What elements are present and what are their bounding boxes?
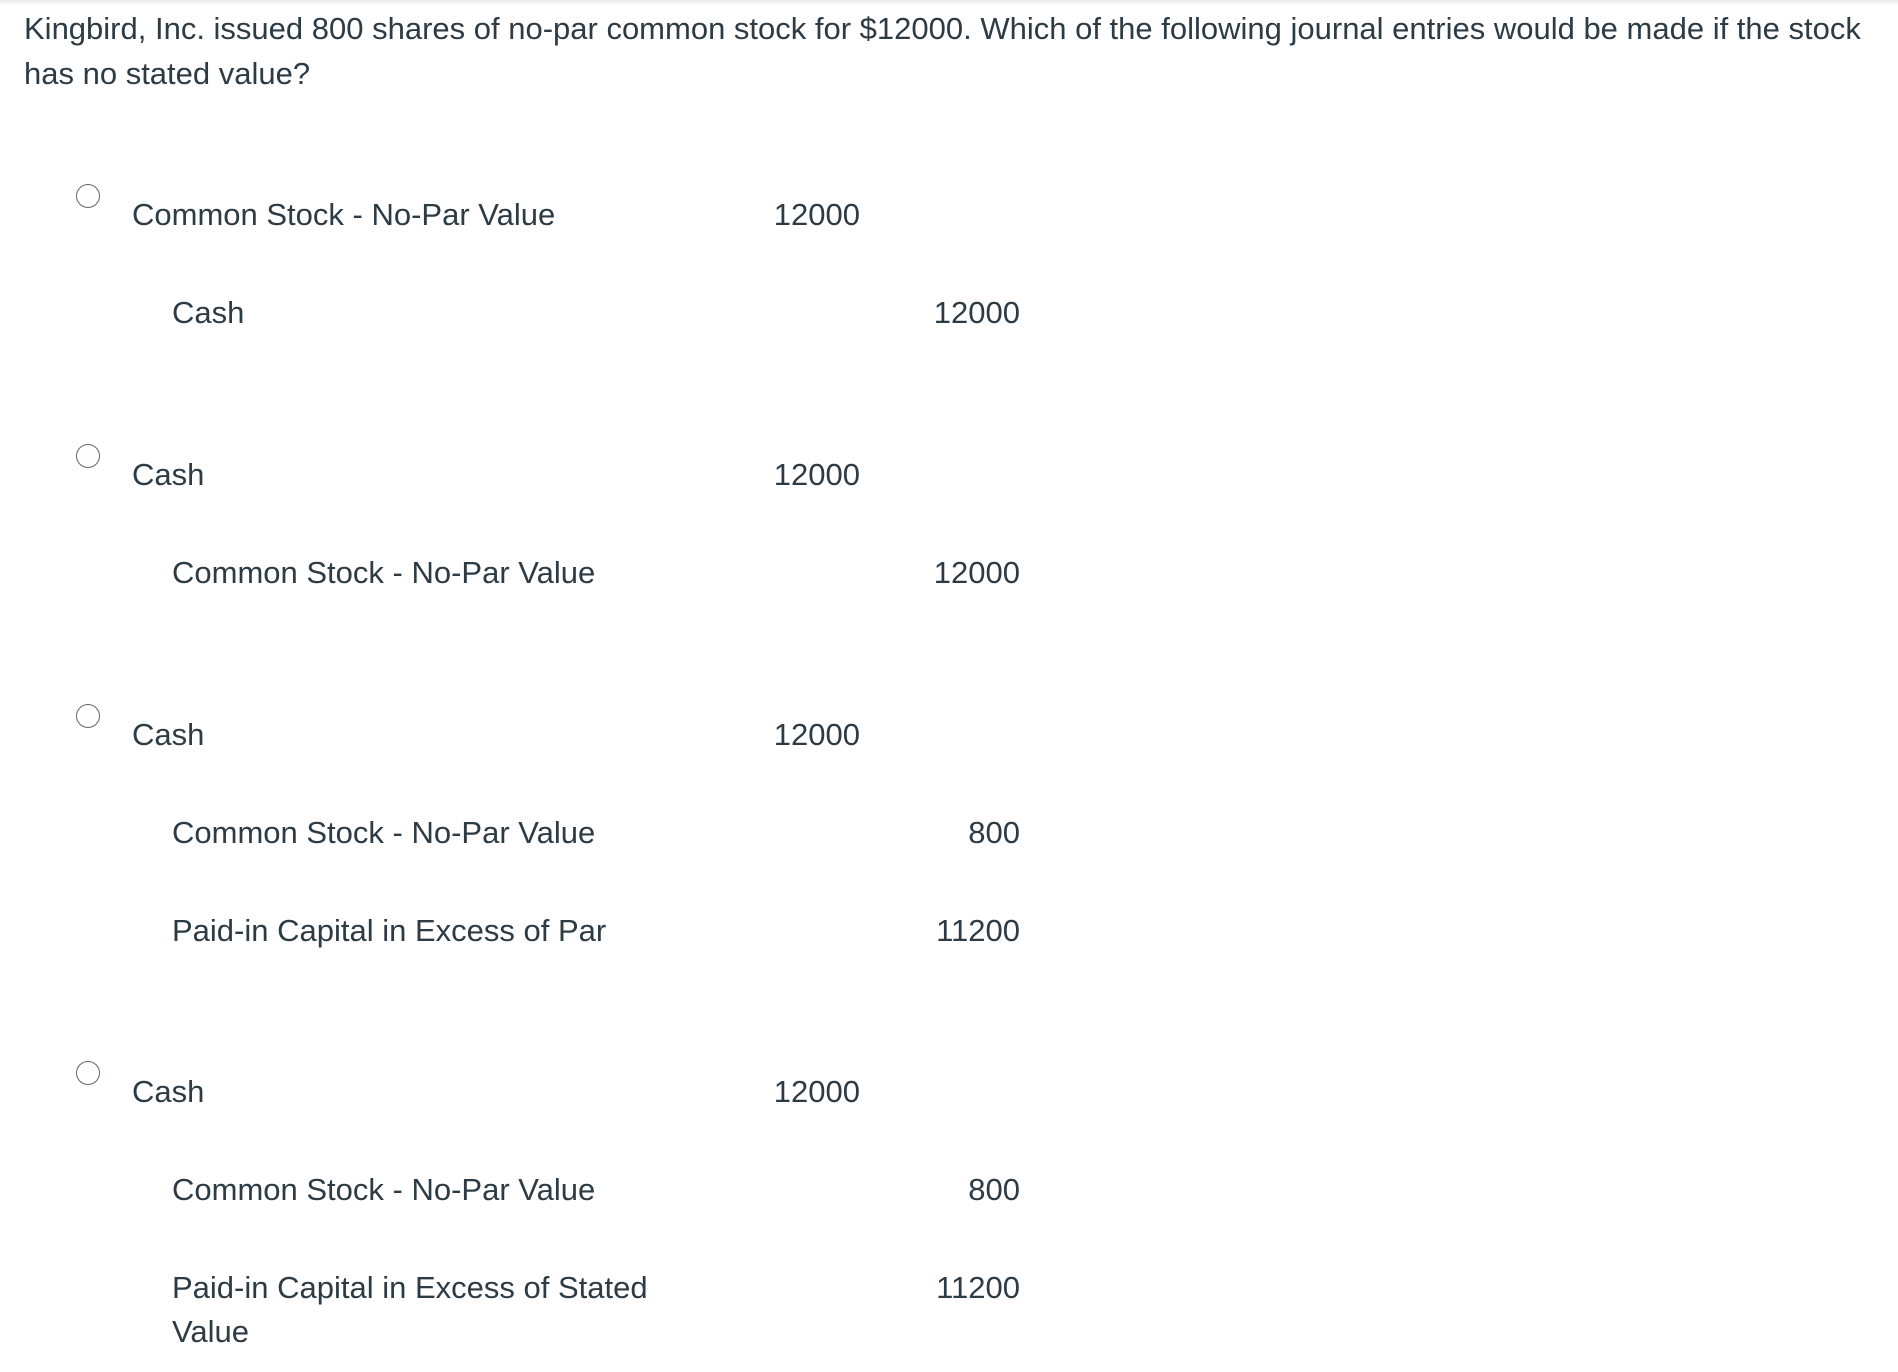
credit-account: Common Stock - No-Par Value (172, 815, 596, 850)
debit-amount: 12000 (773, 717, 860, 752)
radio-button[interactable] (76, 444, 100, 468)
radio-button[interactable] (76, 704, 100, 728)
debit-amount: 12000 (773, 457, 860, 492)
credit-account: Common Stock - No-Par Value (172, 1172, 596, 1207)
credit-amount: 800 (968, 815, 1020, 850)
credit-amount: 11200 (936, 913, 1020, 948)
radio-button[interactable] (76, 1061, 100, 1085)
credit-amount: 12000 (933, 295, 1020, 330)
debit-account: Cash (132, 1074, 205, 1109)
debit-account: Cash (132, 717, 205, 752)
credit-account: Common Stock - No-Par Value (172, 555, 596, 590)
debit-account: Common Stock - No-Par Value (132, 197, 556, 232)
radio-button[interactable] (76, 184, 100, 208)
credit-amount: 12000 (933, 555, 1020, 590)
credit-amount: 800 (968, 1172, 1020, 1207)
debit-amount: 12000 (773, 1074, 860, 1109)
debit-amount: 12000 (773, 197, 860, 232)
credit-amount: 11200 (936, 1270, 1020, 1305)
credit-account: Cash (172, 295, 245, 330)
question-text: Kingbird, Inc. issued 800 shares of no-par common stock for $12000. Which of the following journal entries would be made if the stock has no stated value? (24, 11, 1861, 91)
debit-account: Cash (132, 457, 205, 492)
credit-account: Paid-in Capital in Excess of Stated Value (172, 1270, 648, 1349)
credit-account: Paid-in Capital in Excess of Par (172, 913, 607, 948)
